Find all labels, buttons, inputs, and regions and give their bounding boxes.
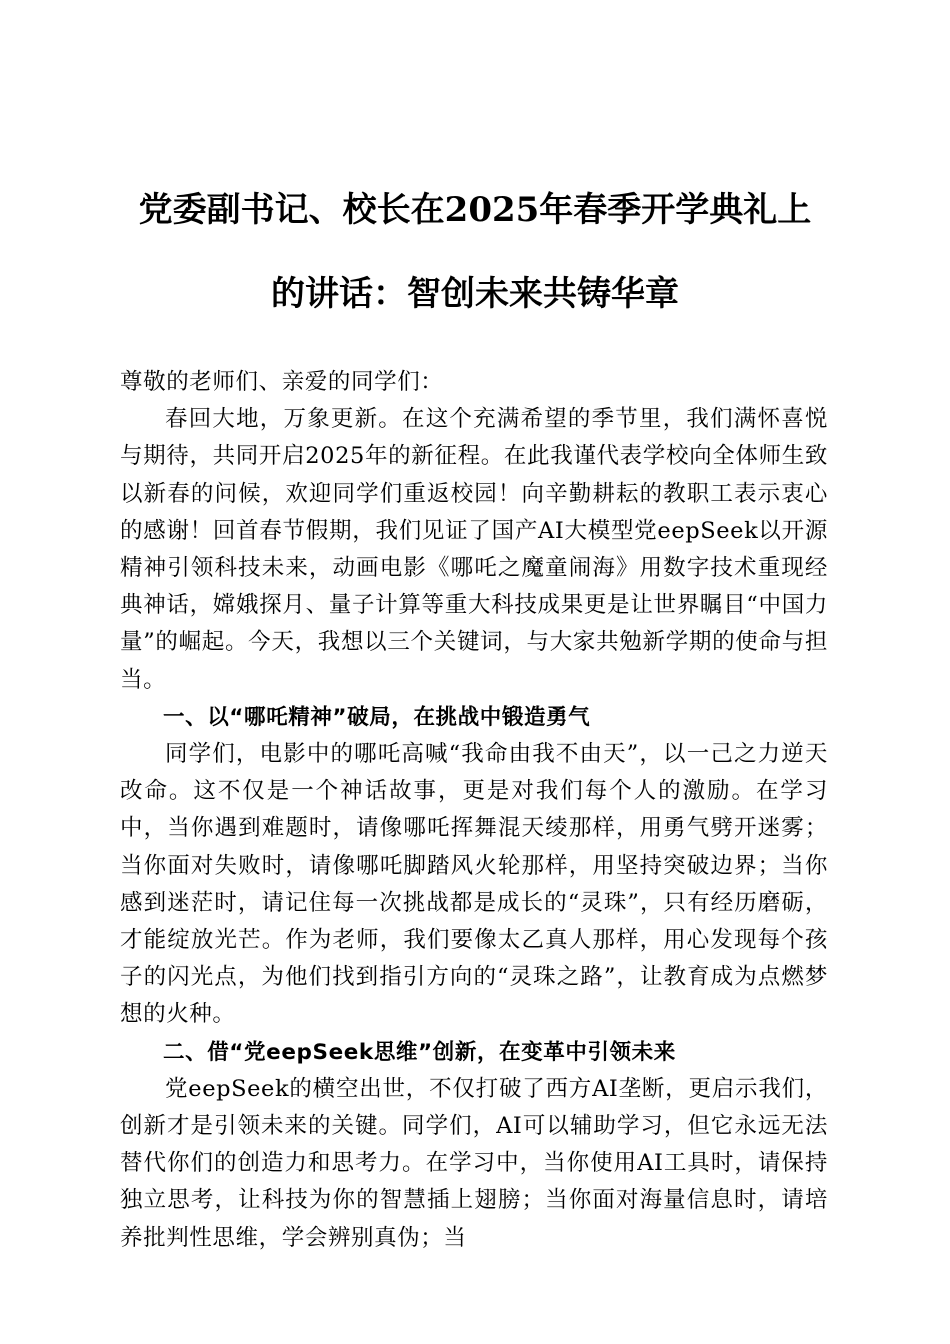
document-body — [120, 364, 828, 1257]
section-heading-2: 二、借“党eepSeek思维”创新，在变革中引领未来 — [163, 1039, 676, 1065]
title-line-2: 的讲话：智创未来共铸华章 — [271, 274, 679, 314]
section-heading-1: 一、以“哪吒精神”破局，在挑战中锻造勇气 — [163, 704, 591, 730]
paragraph-1: 春回大地，万象更新。在这个充满希望的季节里，我们满怀喜悦与期待，共同开启2025年的新征程。在此我谨代表学校向全体师生致以新春的问候，欢迎同学们重返校园！向辛勤耕耘的教职工表示衷心的感谢！回首春节假期，我们见证了国产AI大模型党eepSeek以开源精神引领科技未来，动画电影《哪吒之魔童闹海》用数字技术重现经典神话，嫦娥探月、量子计算等重大科技成果更是让世界瞩目“中国力量”的崛起。今天，我想以三个关键词，与大家共勉新学期的使命与担当。 — [120, 406, 828, 693]
title-line-1: 党委副书记、校长在2025年春季开学典礼上 — [138, 190, 812, 230]
paragraph-3: 党eepSeek的横空出世，不仅打破了西方AI垄断，更启示我们，创新才是引领未来的关键。同学们，AI可以辅助学习，但它永远无法替代你们的创造力和思考力。在学习中，当你使用AI工具时，请保持独立思考，让科技为你的智慧插上翅膀；当你面对海量信息时，请培养批判性思维，学会辨别真伪；当 — [120, 1075, 828, 1251]
salutation: 尊敬的老师们、亲爱的同学们： — [120, 369, 444, 395]
paragraph-2: 同学们，电影中的哪吒高喊“我命由我不由天”，以一己之力逆天改命。这不仅是一个神话故事，更是对我们每个人的激励。在学习中，当你遇到难题时，请像哪吒挥舞混天绫那样，用勇气劈开迷雾；当你面对失败时，请像哪吒脚踏风火轮那样，用坚持突破边界；当你感到迷茫时，请记住每一次挑战都是成长的“灵珠”，只有经历磨砺，才能绽放光芒。作为老师，我们要像太乙真人那样，用心发现每个孩子的闪光点，为他们找到指引方向的“灵珠之路”，让教育成为点燃梦想的火种。 — [120, 741, 828, 1028]
document-title — [80, 168, 870, 336]
